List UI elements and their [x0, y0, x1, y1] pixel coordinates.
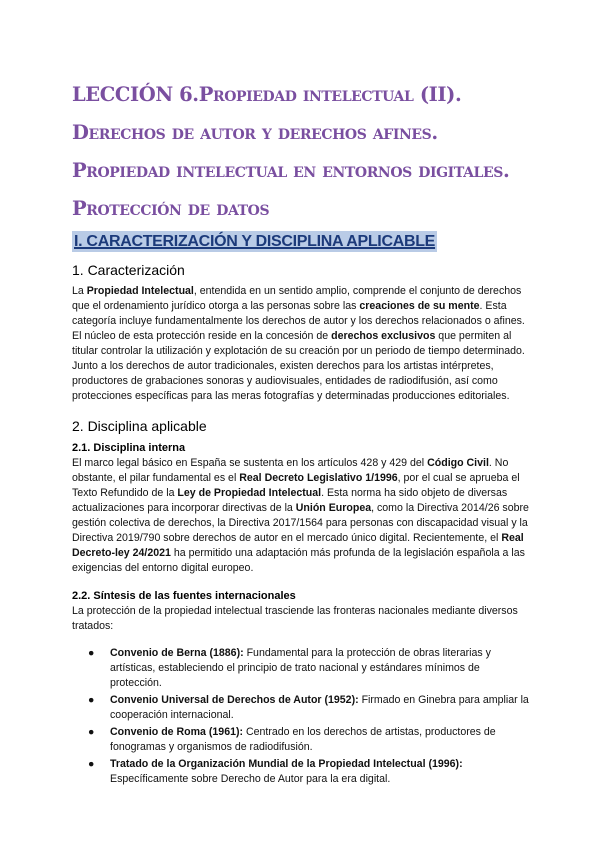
list-item — [88, 725, 530, 755]
bold-text: creaciones de su mente — [359, 300, 480, 312]
text: , entendida en un sentido amplio, comprende el conjunto de derechos que el ordenamiento jurídico otorga a las personas sobre las — [72, 285, 522, 312]
bold-text: Real Decreto Legislativo 1/1996 — [239, 472, 398, 484]
text: . Esta categoría incluye fundamentalmente los derechos de autor y los derechos relacionados o afines. El núcleo de esta protección reside en la concesión de — [72, 300, 525, 342]
text: La — [72, 285, 87, 297]
bullet-icon: ● — [88, 726, 95, 738]
section-heading: I. CARACTERIZACIÓN Y DISCIPLINA APLICABLE — [74, 233, 436, 250]
bullet-icon: ● — [88, 758, 95, 770]
text: que permiten al titular controlar la utilización y explotación de su creación por un periodo de tiempo determinado. Junto a los derechos de autor tradicionales, existen derechos para los artistas intérpretes, productores de grabaciones sonoras y audiovisuales, entidades de radiodifusión, así como protecciones específicas para las meras fotografías y determinadas producciones editoriales. — [72, 330, 525, 402]
text: . No obstante, el pilar fundamental es el — [72, 457, 509, 484]
bold-text: Unión Europea — [295, 502, 372, 514]
bullet-icon: ● — [88, 694, 95, 706]
bold-text: derechos exclusivos — [331, 330, 436, 342]
list-item — [88, 757, 530, 787]
text: . Esta norma ha sido objeto de diversas actualizaciones para incorporar directivas de la — [72, 487, 508, 514]
subheading-fuentes-internacionales: 2.2. Síntesis de las fuentes internacionales — [72, 590, 296, 602]
paragraph-disciplina-interna — [72, 456, 532, 576]
subheading-disciplina-interna: 2.1. Disciplina interna — [72, 442, 186, 454]
treaty-name: Convenio de Berna (1886): — [110, 647, 244, 659]
bold-text: Real Decreto-ley 24/2021 — [72, 532, 524, 559]
treaty-list — [72, 646, 530, 787]
bold-text: Propiedad Intelectual — [86, 285, 194, 297]
treaty-name: Convenio Universal de Derechos de Autor (1952): — [110, 694, 359, 706]
text: , como la Directiva 2014/26 sobre gestión colectiva de derechos, la Directiva 2017/1564 para personas con discapacidad visual y la Directiva 2019/790 sobre derechos de autor en el mercado único digital. Recientemente, el — [72, 502, 529, 544]
text: ha permitido una adaptación más profunda de la legislación española a las exigencias del entorno digital europeo. — [72, 547, 525, 574]
treaty-text: Centrado en los derechos de artistas, productores de fonogramas y organismos de radiodifusión. — [110, 726, 496, 753]
treaty-name: Tratado de la Organización Mundial de la Propiedad Intelectual (1996): — [110, 758, 463, 770]
bold-text: Ley de Propiedad Intelectual — [177, 487, 322, 499]
list-item — [88, 693, 530, 723]
subheading-disciplina: 2. Disciplina aplicable — [72, 418, 207, 434]
paragraph-caracterizacion — [72, 284, 532, 404]
treaty-text: Fundamental para la protección de obras literarias y artísticas, estableciendo el principio de trato nacional y estándares mínimos de protección. — [110, 647, 491, 689]
treaty-name: Convenio de Roma (1961): — [110, 726, 244, 738]
bullet-icon: ● — [88, 647, 95, 659]
section-heading-wrap — [72, 231, 600, 252]
treaty-text: Específicamente sobre Derecho de Autor para la era digital. — [110, 773, 391, 785]
text: , por el cual se aprueba el Texto Refundido de la — [72, 472, 520, 499]
list-item — [88, 646, 530, 691]
subheading-caracterizacion: 1. Caracterización — [72, 262, 185, 278]
bold-text: Código Civil — [427, 457, 489, 469]
treaty-text: Firmado en Ginebra para ampliar la cooperación internacional. — [110, 694, 529, 721]
text: El marco legal básico en España se sustenta en los artículos 428 y 429 del — [72, 457, 428, 469]
lesson-title: LECCIÓN 6.Propiedad intelectual (II). Derechos de autor y derechos afines. Propiedad intelectual en entornos digitales. Protección de datos — [72, 83, 510, 220]
paragraph-fuentes-intro: La protección de la propiedad intelectual trasciende las fronteras nacionales mediante diversos tratados: — [72, 605, 518, 632]
